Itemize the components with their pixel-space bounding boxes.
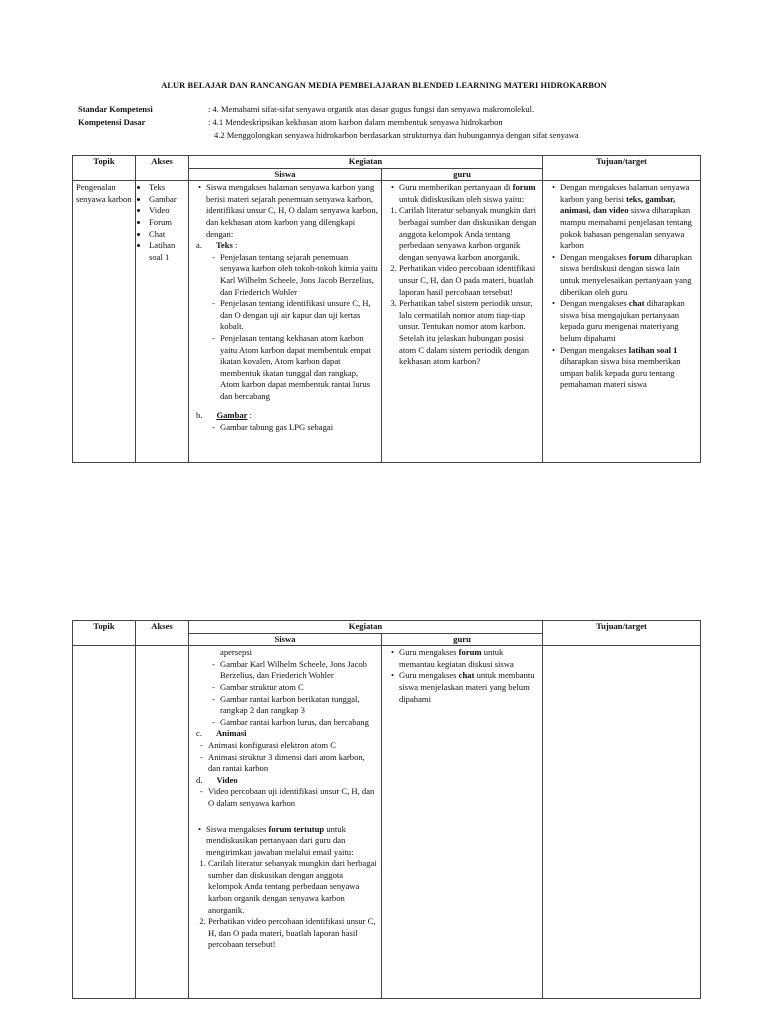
list-item: - Penjelasan tentang identifikasi unsure C, H, dan O dengan uji air kapur dan uji kertas kobalt. (212, 298, 378, 333)
guru-list (385, 647, 539, 705)
akses-item: • Latihan soal 1 (149, 240, 185, 263)
header-topik: Topik (73, 156, 136, 181)
akses-item: • Teks (149, 182, 185, 194)
section-b-list (192, 422, 378, 434)
section-c-heading: c. Animasi (196, 728, 247, 739)
header-akses: Akses (136, 156, 189, 181)
forum-list (192, 824, 378, 859)
guru-intro: • Guru memberikan pertanyaan di forum untuk didiskusikan oleh siswa yaitu: (393, 182, 539, 205)
topik-text: Pengenalan senyawa karbon (76, 182, 132, 204)
cell-tujuan (543, 181, 701, 463)
list-item: 2. Perhatikan video percobaan identifikasi unsur C, H, dan O pada materi, buatlah laporan hasil percobaan tersebut! (399, 263, 539, 298)
cell-guru (382, 181, 543, 463)
cell-topik (73, 646, 136, 999)
tujuan-item: • Dengan mengakses halaman senyawa karbon yang berisi teks, gambar, animasi, dan video siswa diharapkan mampu memahami penjelasan tentang pokok bahasan pengenalan senyawa karbon (554, 182, 697, 252)
header-guru: guru (382, 633, 543, 646)
section-c-list (192, 740, 378, 775)
akses-list (139, 182, 185, 263)
header-tujuan: Tujuan/target (543, 156, 701, 181)
kd-value-1: : 4.1 Mendeskripsikan kekhasan atom karbon dalam membentuk senyawa hidrokarbon (208, 117, 503, 127)
tujuan-item: • Dengan mengakses chat diharapkan siswa bisa mengajukan pertanyaan kepada guru mengenai materiyang belum dipahami (554, 298, 697, 344)
siswa-intro: • Siswa mengakses halaman senyawa karbon yang berisi materi sejarah penemuan senyawa karbon, identifikasi unsur C, H, O dalam senyawa karbon, dan kekhasan atom karbon yang dilengkapi dengan: (200, 182, 378, 240)
cell-akses (136, 181, 189, 463)
akses-item: • Forum (149, 217, 185, 229)
kd-value-2: 4.2 Menggolongkan senyawa hidrokarbon berdasarkan strukturnya dan hubungannya dengan sifat senyawa (214, 130, 579, 140)
cell-topik (73, 181, 136, 463)
list-item: 1. Carilah literatur sebanyak mungkin dari berbagai sumber dan diskusikan dengan anggota kelompok Anda tentang perbedaan senyawa karbon organik dengan senyawa karbon anorganik. (208, 858, 378, 916)
header-tujuan: Tujuan/target (543, 621, 701, 646)
list-item: 2. Perhatikan video percobaan identifikasi unsur C, H, dan O pada materi, buatlah laporan hasil percobaan tersebut! (208, 916, 378, 951)
list-item: - Gambar rantai karbon berikatan tunggal, rangkap 2 dan rangkap 3 (212, 694, 378, 717)
guru-item: • Guru mengakses forum untuk memantau kegiatan diskusi siswa (393, 647, 539, 670)
document-title: ALUR BELAJAR DAN RANCANGAN MEDIA PEMBELAJARAN BLENDED LEARNING MATERI HIDROKARBON (161, 81, 607, 90)
cell-siswa (189, 181, 382, 463)
list-item: - Animasi struktur 3 dimensi dari atom karbon, dan rantai karbon (200, 752, 378, 775)
header-kegiatan: Kegiatan (189, 156, 543, 169)
list-item: - Gambar tabung gas LPG sebagai (212, 422, 378, 434)
section-b-heading: b. Gambar : (196, 410, 253, 421)
header-siswa: Siswa (189, 633, 382, 646)
header-siswa: Siswa (189, 168, 382, 181)
forum-intro: • Siswa mengakses forum tertutup untuk mendiskusikan pertanyaan dari guru dan mengirimkan jawaban melalui email yaitu: (200, 824, 378, 859)
header-akses: Akses (136, 621, 189, 646)
kd-label: Kompetensi Dasar (78, 117, 146, 127)
continued-text: apersepsi (220, 647, 252, 658)
list-item: - Penjelasan tentang sejarah penemuan senyawa karbon oleh tokoh-tokoh kimia yaitu Karl Wilhelm Scheele, Jons Jacob Berzelius, dan Friederich Wohler (212, 252, 378, 298)
list-item: - Gambar struktur atom C (212, 682, 378, 694)
section-a-list (192, 252, 378, 403)
list-item: - Gambar Karl Wilhelm Scheele, Jons Jacob Berzelius, dan Friederich Wohler (212, 659, 378, 682)
forum-questions (192, 858, 378, 951)
section-a-heading: a. Teks : (196, 240, 238, 251)
header-topik: Topik (73, 621, 136, 646)
table-page-1 (72, 155, 701, 463)
akses-item: • Video (149, 205, 185, 217)
list-item: - Video percobaan uji identifikasi unsur C, H, dan O dalam senyawa karbon (200, 786, 378, 809)
table-page-2 (72, 620, 701, 999)
akses-item: • Gambar (149, 194, 185, 206)
tujuan-item: • Dengan mengakses forum diharapkan siswa berdiskusi dengan siswa lain untuk menyelesaikan pertanyaan yang diberikan oleh guru (554, 252, 697, 298)
akses-item: • Chat (149, 229, 185, 241)
section-d-heading: d. Video (196, 774, 238, 785)
list-item: - Animasi konfigurasi elektron atom C (200, 740, 378, 752)
list-item: 3. Perhatikan tabel sistem periodik unsur, lalu cermatilah nomor atom tiap-tiap unsur. Tentukan nomor atom karbon. Setelah itu jelaskan hubungan posisi atom C dalam sistem periodik dengan kekhasan atom karbon? (399, 298, 539, 368)
tujuan-item: • Dengan mengakses latihan soal 1 diharapkan siswa bisa memberikan umpan balik kepada guru tentang pemahaman materi siswa (554, 345, 697, 391)
guru-list (385, 182, 539, 205)
siswa-list (192, 182, 378, 240)
sk-label: Standar Kompetensi (78, 104, 153, 114)
cell-akses (136, 646, 189, 999)
section-d-list (192, 786, 378, 809)
list-item: 1. Carilah literatur sebanyak mungkin dari berbagai sumber dan diskusikan dengan anggota kelompok Anda tentang perbedaan senyawa karbon organik dengan senyawa karbon anorganik. (399, 205, 539, 263)
guru-questions (385, 205, 539, 367)
sk-value: : 4. Memahami sifat-sifat senyawa organik atas dasar gugus fungsi dan senyawa makromolekul. (208, 104, 535, 114)
cell-tujuan (543, 646, 701, 999)
cell-guru (382, 646, 543, 999)
list-item: - Gambar rantai karbon lurus, dan bercabang (212, 717, 378, 729)
section-b-list-cont (192, 659, 378, 729)
tujuan-list (546, 182, 697, 391)
header-kegiatan: Kegiatan (189, 621, 543, 634)
header-guru: guru (382, 168, 543, 181)
list-item: - Penjelasan tentang kekhasan atom karbon yaitu Atom karbon dapat membentuk empat ikatan kovalen, Atom karbon dapat membentuk ikatan tunggal dan rangkap, Atom karbon dapat membentuk rantai lurus dan bercabang (212, 333, 378, 403)
guru-item: • Guru mengakses chat untuk membantu siswa menjelaskan materi yang belum dipahami (393, 670, 539, 705)
cell-siswa (189, 646, 382, 999)
